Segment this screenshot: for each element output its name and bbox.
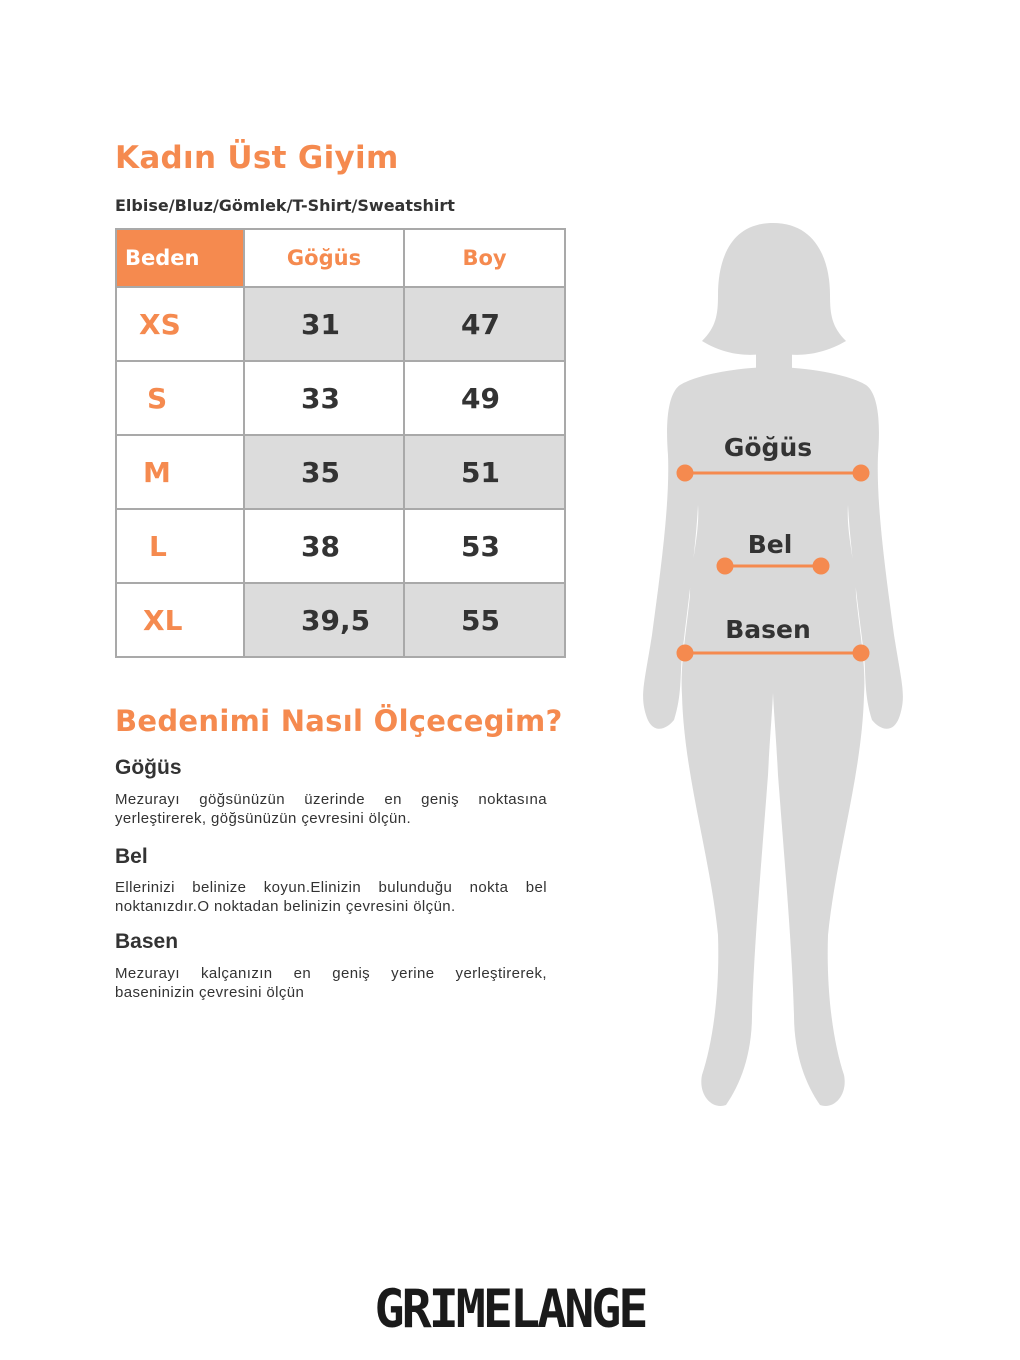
table-row (116, 435, 565, 509)
gogus-cell: 33 (244, 361, 404, 435)
table-row (116, 509, 565, 583)
female-body-silhouette-icon (630, 215, 920, 1125)
size-cell: XS (116, 287, 244, 361)
boy-cell: 49 (404, 361, 565, 435)
section-title-basen: Basen (115, 930, 179, 953)
size-cell: XL (116, 583, 244, 657)
table-header-row (116, 229, 565, 287)
column-header-gogus: Göğüs (244, 229, 404, 287)
boy-cell: 53 (404, 509, 565, 583)
column-header-beden: Beden (116, 229, 244, 287)
section-text-bel: Ellerinizi belinize koyun.Elinizin bulunduğu nokta bel noktanızdır.O noktadan belinizin çevresini ölçün. (115, 879, 547, 915)
size-cell: S (116, 361, 244, 435)
body-figure (630, 215, 920, 1125)
table-row (116, 361, 565, 435)
column-header-boy: Boy (404, 229, 565, 287)
section-text-gogus: Mezurayı göğsünüzün üzerinde en geniş noktasına yerleştirerek, göğsünüzün çevresini ölçün. (115, 791, 547, 827)
boy-cell: 55 (404, 583, 565, 657)
table-row (116, 287, 565, 361)
figure-label-gogus: Göğüs (723, 433, 813, 462)
howto-title: Bedenimi Nasıl Ölçecegim? (115, 704, 563, 738)
table-row (116, 583, 565, 657)
gogus-cell: 31 (244, 287, 404, 361)
page-subtitle: Elbise/Bluz/Gömlek/T-Shirt/Sweatshirt (115, 196, 455, 215)
figure-label-basen: Basen (725, 615, 811, 644)
section-title-gogus: Göğüs (115, 756, 182, 779)
size-table (115, 228, 566, 658)
gogus-cell: 38 (244, 509, 404, 583)
section-title-bel: Bel (115, 845, 148, 868)
size-cell: L (116, 509, 244, 583)
page-title: Kadın Üst Giyim (115, 140, 399, 176)
size-cell: M (116, 435, 244, 509)
gogus-cell: 39,5 (244, 583, 404, 657)
boy-cell: 47 (404, 287, 565, 361)
gogus-cell: 35 (244, 435, 404, 509)
boy-cell: 51 (404, 435, 565, 509)
section-text-basen: Mezurayı kalçanızın en geniş yerine yerleştirerek, baseninizin çevresini ölçün (115, 965, 547, 1001)
brand-logo: GRIMELANGE (374, 1278, 646, 1340)
figure-label-bel: Bel (747, 530, 793, 559)
